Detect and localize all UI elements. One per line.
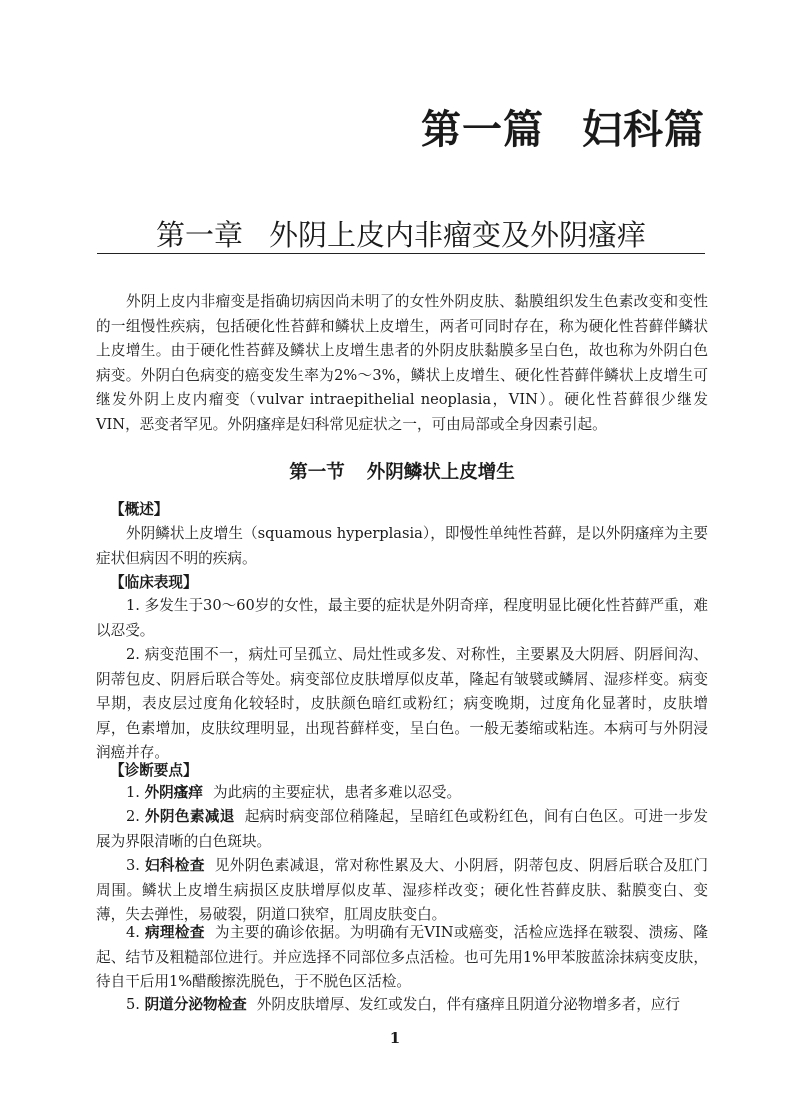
section-number: 第一节 <box>289 462 345 483</box>
diagnosis-num-3: 3. <box>126 857 140 874</box>
diagnosis-num-2: 2. <box>126 808 140 825</box>
diagnosis-term-4: 病理检查 <box>144 924 205 941</box>
chapter-title <box>97 213 705 254</box>
diagnosis-text-5: 外阴皮肤增厚、发红或发白，伴有瘙痒且阴道分泌物增多者，应行 <box>256 996 680 1013</box>
overview-paragraph: 外阴鳞状上皮增生（squamous hyperplasia），即慢性单纯性苔藓，是以外阴瘙痒为主要症状但病因不明的疾病。 <box>96 525 708 567</box>
diagnosis-text-3: 见外阴色素减退，常对称性累及大、小阴唇，阴蒂包皮、阴唇后联合及肛门周围。鳞状上皮增生病损区皮肤增厚似皮革、湿疹样改变；硬化性苔藓皮肤、黏膜变白、变薄，失去弹性，易破裂，阴道口狭窄，肛周皮肤变白。 <box>96 857 708 924</box>
chapter-number: 第一章 <box>155 218 243 252</box>
diagnosis-num-5: 5. <box>126 996 140 1013</box>
diagnosis-num-1: 1. <box>126 784 140 801</box>
diagnosis-text-1: 为此病的主要症状，患者多难以忍受。 <box>212 784 462 801</box>
diagnosis-term-3: 妇科检查 <box>144 857 205 874</box>
diagnosis-term-1: 外阴瘙痒 <box>144 784 203 801</box>
chapter-underline <box>97 253 705 254</box>
part-name: 妇科篇 <box>582 107 705 153</box>
chapter-name: 外阴上皮内非瘤变及外阴瘙痒 <box>269 218 647 252</box>
diagnosis-item-4 <box>96 921 708 995</box>
overview-heading: 【概述】 <box>110 501 169 518</box>
clinical-heading: 【临床表现】 <box>110 574 198 591</box>
intro-paragraph: 外阴上皮内非瘤变是指确切病因尚未明了的女性外阴皮肤、黏膜组织发生色素改变和变性的一组慢性疾病，包括硬化性苔藓和鳞状上皮增生，两者可同时存在，称为硬化性苔藓伴鳞状上皮增生。由于硬化性苔藓及鳞状上皮增生患者的外阴皮肤黏膜多呈白色，故也称为外阴白色病变。外阴白色病变的癌变发生率为2%～3%，鳞状上皮增生、硬化性苔藓伴鳞状上皮增生可继发外阴上皮内瘤变（vulvar intraepithelial neoplasia，VIN）。硬化性苔藓很少继发VIN，恶变者罕见。外阴瘙痒是妇科常见症状之一，可由局部或全身因素引起。 <box>96 293 708 433</box>
clinical-item-2: 2. 病变范围不一，病灶可呈孤立、局灶性或多发、对称性，主要累及大阴唇、阴唇间沟、阴蒂包皮、阴唇后联合等处。病变部位皮肤增厚似皮革，隆起有皱襞或鳞屑、湿疹样变。病变早期，表皮层过度角化较轻时，皮肤颜色暗红或粉红；病变晚期，过度角化显著时，皮肤增厚，色素增加，皮肤纹理明显，出现苔藓样变，呈白色。一般无萎缩或粘连。本病可与外阴浸润癌并存。 <box>96 646 708 762</box>
diagnosis-item-2 <box>96 805 708 854</box>
diagnosis-term-2: 外阴色素减退 <box>144 808 235 825</box>
diagnosis-item-1 <box>96 781 708 806</box>
diagnosis-heading: 【诊断要点】 <box>110 762 198 779</box>
section-title <box>96 458 708 484</box>
diagnosis-term-5: 阴道分泌物检查 <box>144 996 247 1013</box>
part-title <box>421 98 705 155</box>
part-number: 第一篇 <box>421 107 544 153</box>
diagnosis-num-4: 4. <box>126 924 140 941</box>
section-name: 外阴鳞状上皮增生 <box>366 462 515 483</box>
diagnosis-item-5 <box>96 993 708 1018</box>
diagnosis-text-4: 为主要的确诊依据。为明确有无VIN或癌变，活检应选择在皲裂、溃疡、隆起、结节及粗糙部位进行。并应选择不同部位多点活检。也可先用1%甲苯胺蓝涂抹病变皮肤，待自干后用1%醋酸擦洗脱色，于不脱色区活检。 <box>96 924 708 991</box>
page-number: 1 <box>389 1029 401 1047</box>
diagnosis-text-2: 起病时病变部位稍隆起，呈暗红色或粉红色，间有白色区。可进一步发展为界限清晰的白色斑块。 <box>96 808 708 850</box>
clinical-item-1: 1. 多发生于30～60岁的女性，最主要的症状是外阴奇痒，程度明显比硬化性苔藓严重，难以忍受。 <box>96 597 708 639</box>
diagnosis-item-3 <box>96 854 708 928</box>
